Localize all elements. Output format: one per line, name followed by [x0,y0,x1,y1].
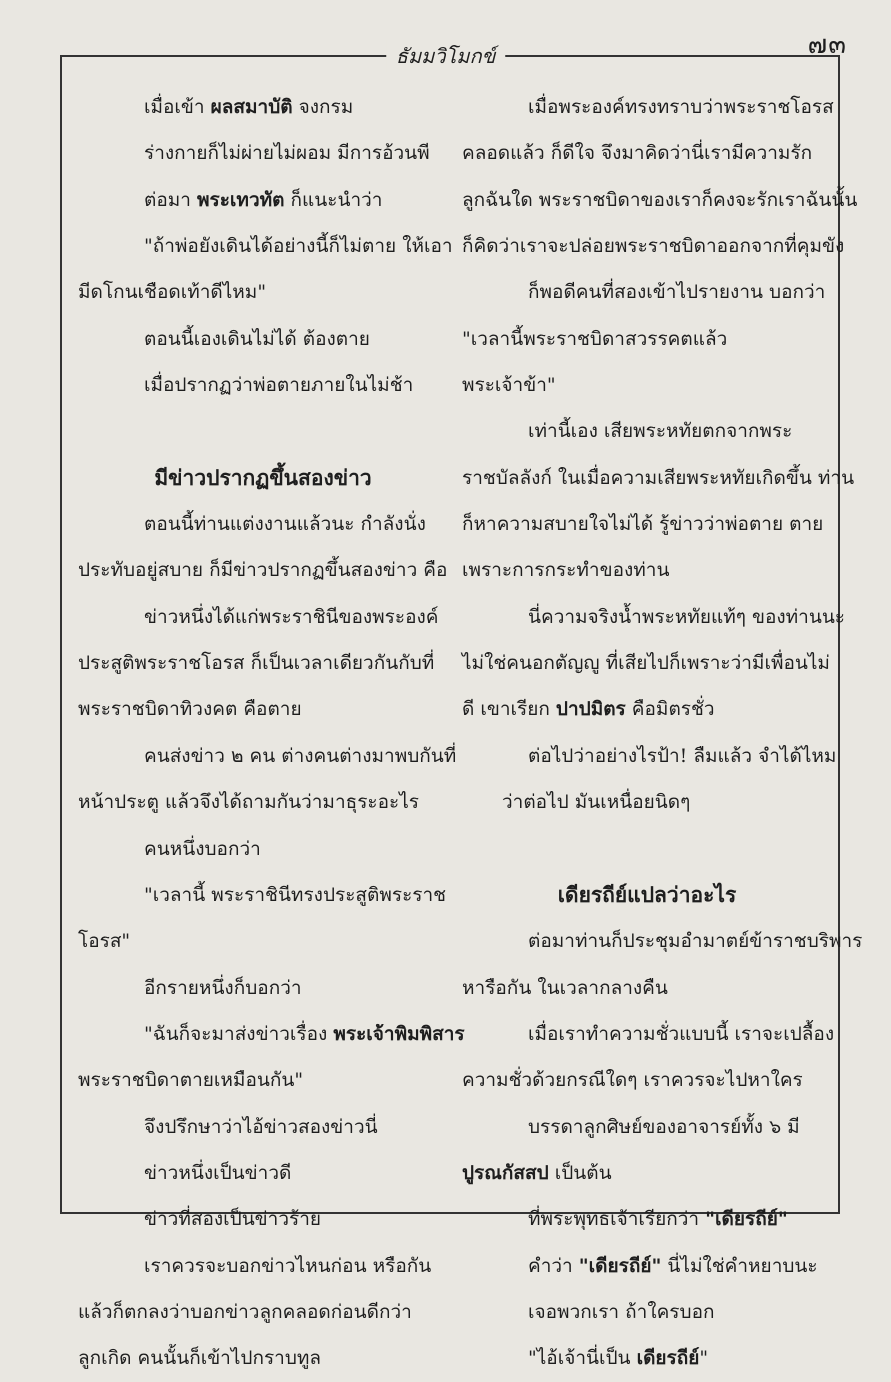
text-run: นี่ไม่ใช่คำหยาบนะ [661,1254,818,1277]
text-run: ข่าวหนึ่งได้แก่พระราชินีของพระองค์ [144,605,439,628]
running-header-title: ธัมมวิโมกข์ [386,40,506,72]
text-run: ไม่ใช่คนอกตัญญู ที่เสียไปก็เพราะว่ามีเพื่อนไม่ [462,652,830,675]
text-run: ดี เขาเรียก [462,698,556,721]
text-line [462,1289,832,1335]
text-line [78,1104,448,1150]
text-line [462,362,832,408]
text-run: ข่าวที่สองเป็นข่าวร้าย [144,1208,322,1231]
text-line [78,1011,465,1057]
text-run: คนส่งข่าว ๒ คน ต่างคนต่างมาพบกันที่ [144,744,457,767]
text-line [462,316,832,362]
text-run: ลูกฉันใด พระราชบิดาของเราก็คงจะรักเราฉันนั้น [462,188,858,211]
text-run: "ถ้าพ่อยังเดินได้อย่างนี้ก็ไม่ตาย ให้เอา [144,235,453,258]
text-line [462,223,845,269]
text-run: ต่อมา [144,188,197,211]
text-run: อีกรายหนึ่งก็บอกว่า [144,976,302,999]
text-run: ก็หาความสบายใจไม่ได้ รู้ข่าวว่าพ่อตาย ตาย [462,513,824,536]
text-run: "เวลานี้พระราชบิดาสวรรคตแล้ว [462,327,728,350]
text-run: ข่าวหนึ่งเป็นข่าวดี [144,1161,292,1184]
text-run: พระราชบิดาทิวงคต คือตาย [78,698,302,721]
text-line [78,501,448,547]
text-run: พระราชบิดาตายเหมือนกัน" [78,1069,304,1092]
text-line [78,547,448,593]
text-run: เป็นต้น [548,1161,612,1184]
text-line [462,269,832,315]
bold-term: ผลสมาบัติ [210,96,293,118]
text-run: หารือกัน ในเวลากลางคืน [462,976,668,999]
text-line [78,269,448,315]
text-run: ความชั่วด้วยกรณีใดๆ เราควรจะไปหาใคร [462,1069,803,1092]
bold-term: "เดียรถีย์" [578,1254,662,1277]
text-line [462,733,837,779]
text-run: โอรส" [78,930,131,953]
text-run: เราควรจะบอกข่าวไหนก่อน หรือกัน [144,1254,432,1277]
text-line [462,501,832,547]
text-line [78,362,448,408]
text-run: เมื่อปรากฏว่าพ่อตายภายในไม่ช้า [144,374,414,397]
text-line [78,84,448,130]
text-run: ที่พระพุทธเจ้าเรียกว่า [528,1208,706,1231]
text-line [462,84,832,130]
bold-term: ปาปมิตร [555,698,626,721]
text-run: เมื่อเข้า [144,96,211,118]
text-line [78,316,448,362]
text-run: ร่างกายก็ไม่ผ่ายไม่ผอม มีการอ้วนพี [144,142,430,165]
text-line [78,686,448,732]
left-column [78,84,465,1382]
section-heading: เดียรถีย์แปลว่าอะไร [557,881,737,907]
text-line [462,455,855,501]
page-number: ๗๓ [807,30,847,60]
text-line [78,965,448,1011]
text-run: บรรดาลูกศิษย์ของอาจารย์ทั้ง ๖ มี [528,1115,800,1138]
text-line [462,965,832,1011]
text-line [462,1057,832,1103]
text-run: หน้าประตู แล้วจึงได้ถามกันว่ามาธุระอะไร [78,791,419,814]
text-line [462,1243,832,1289]
text-run: ว่าต่อไป มันเหนื่อยนิดๆ [502,791,691,814]
text-run: ประสูติพระราชโอรส ก็เป็นเวลาเดียวกันกับที่ [78,652,435,675]
text-run: จึงปรึกษาว่าไอ้ข่าวสองข่าวนี่ [144,1115,378,1138]
text-line [78,1243,448,1289]
text-line [78,223,453,269]
text-run: เจอพวกเรา ถ้าใครบอก [528,1300,715,1323]
bold-term: เดียรถีย์ [636,1347,700,1370]
text-line [462,408,832,454]
text-line [78,918,448,964]
text-run: ต่อไปว่าอย่างไรป้า! ลืมแล้ว จำได้ไหม [528,744,837,767]
text-line [78,1150,448,1196]
text-run: คือมิตรชั่ว [625,698,715,721]
text-run: คลอดแล้ว ก็ดีใจ จึงมาคิดว่านี่เรามีความรัก [462,142,813,165]
text-line [78,872,448,918]
text-run: ก็พอดีคนที่สองเข้าไปรายงาน บอกว่า [528,281,826,304]
text-line [78,826,448,872]
text-run: คำว่า [528,1254,579,1277]
section-heading: มีข่าวปรากฏขึ้นสองข่าว [154,464,372,490]
text-run: "ไอ้เจ้านี่เป็น [528,1347,637,1370]
text-line [462,1196,832,1242]
text-run: ตอนนี้ท่านแต่งงานแล้วนะ กำลังนั่ง [144,513,426,536]
text-run: ก็แนะนำว่า [284,188,383,211]
text-line [462,640,832,686]
text-run: ราชบัลลังก์ ในเมื่อความเสียพระหทัยเกิดขึ้น ท่าน [462,466,855,489]
text-line [78,1335,448,1381]
text-run: ก็คิดว่าเราจะปล่อยพระราชบิดาออกจากที่คุมขัง [462,235,845,258]
text-run: " [699,1347,709,1370]
text-run: คนหนึ่งบอกว่า [144,837,261,860]
right-column [462,84,863,1382]
text-line [462,1150,832,1196]
text-line [462,594,846,640]
text-line [78,733,457,779]
bold-term: พระเทวทัต [196,188,285,211]
text-line [78,1289,448,1335]
text-run: แล้วก็ตกลงว่าบอกข่าวลูกคลอดก่อนดีกว่า [78,1300,412,1323]
text-line [462,1104,832,1150]
text-run: พระเจ้าข้า" [462,374,556,397]
text-run: "เวลานี้ พระราชินีทรงประสูติพระราช [144,883,447,906]
text-run: "ฉันก็จะมาส่งข่าวเรื่อง [144,1022,334,1045]
text-run: จงกรม [292,96,354,118]
text-line [78,1196,448,1242]
text-run: ประทับอยู่สบาย ก็มีข่าวปรากฏขึ้นสองข่าว คือ [78,559,448,582]
text-run: เมื่อเราทำความชั่วแบบนี้ เราจะเปลื้อง [528,1022,835,1045]
text-line [462,779,832,825]
text-line [462,547,832,593]
text-line [78,1057,448,1103]
text-run: ลูกเกิด คนนั้นก็เข้าไปกราบทูล [78,1347,322,1370]
bold-term: ปูรณกัสสป [462,1161,549,1184]
text-run: เพราะการกระทำของท่าน [462,559,670,582]
text-line [462,918,863,964]
text-line [78,779,448,825]
text-run: เท่านี้เอง เสียพระหทัยตกจากพระ [528,420,793,443]
text-line [462,177,858,223]
text-line [78,177,448,223]
text-run: นี่ความจริงน้ำพระหทัยแท้ๆ ของท่านนะ [528,605,846,628]
text-line [78,640,448,686]
text-line [78,130,448,176]
bold-term: "เดียรถีย์" [705,1208,788,1231]
bold-term: พระเจ้าพิมพิสาร [333,1022,465,1045]
text-line [78,594,448,640]
text-run: ตอนนี้เองเดินไม่ได้ ต้องตาย [144,327,370,350]
blank-line [462,826,832,872]
text-line [462,1335,832,1381]
blank-line [78,408,448,454]
text-line [462,1011,835,1057]
text-line [462,130,832,176]
text-line [462,686,832,732]
text-run: เมื่อพระองค์ทรงทราบว่าพระราชโอรส [528,96,834,118]
text-run: ต่อมาท่านก็ประชุมอำมาตย์ข้าราชบริพาร [528,930,863,953]
text-run: มีดโกนเชือดเท้าดีไหม" [78,281,267,304]
